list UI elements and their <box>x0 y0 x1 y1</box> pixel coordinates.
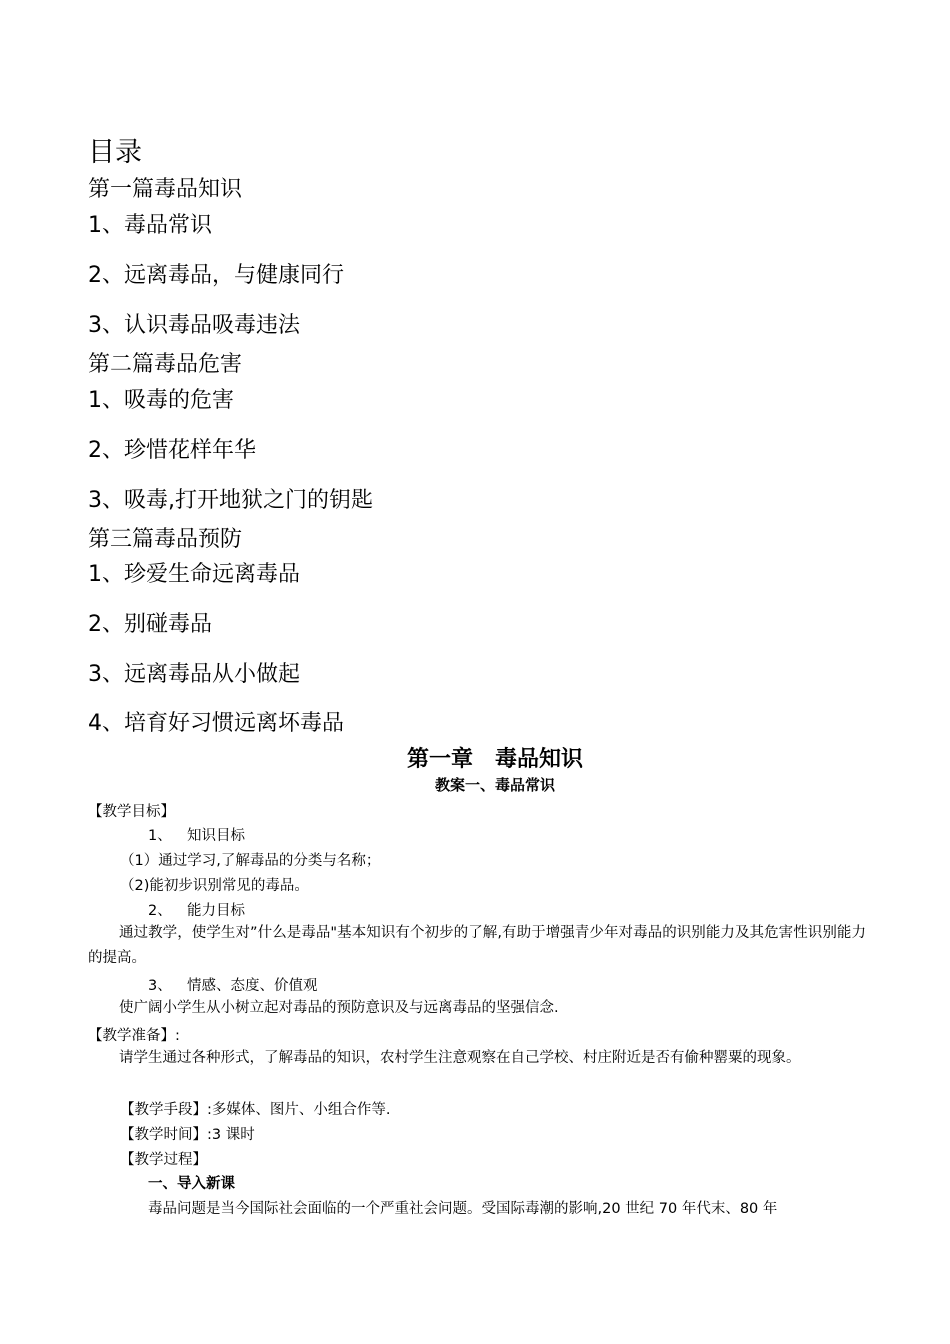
teaching-means: 【教学手段】:多媒体、图片、小组合作等. <box>120 1102 391 1118</box>
teaching-time: 【教学时间】:3 课时 <box>120 1127 255 1143</box>
toc-item: 3、远离毒品从小做起 <box>88 662 300 687</box>
toc-item: 4、培育好习惯远离坏毒品 <box>88 711 344 736</box>
goal-1-sub-2: （2)能初步识别常见的毒品。 <box>120 878 309 894</box>
toc-item: 1、珍爱生命远离毒品 <box>88 562 300 587</box>
goal-1-number: 1、 <box>148 828 172 844</box>
toc-part-1: 第一篇毒品知识 <box>88 177 243 202</box>
chapter-title: 第一章 毒品知识 <box>406 747 583 772</box>
goals-heading: 【教学目标】 <box>88 804 175 820</box>
toc-item: 2、珍惜花样年华 <box>88 438 256 463</box>
goal-3-number: 3、 <box>148 978 172 994</box>
goal-1-sub-1: （1）通过学习,了解毒品的分类与名称； <box>120 853 381 869</box>
goal-3-paragraph: 使广阔小学生从小树立起对毒品的预防意识及与远离毒品的坚强信念. <box>119 1000 559 1016</box>
lesson-title: 教案一、毒品常识 <box>434 776 555 794</box>
teaching-process: 【教学过程】 <box>120 1152 207 1168</box>
goal-2-paragraph: 通过教学，使学生对”什么是毒品"基本知识有个初步的了解,有助于增强青少年对毒品的识别能力及其危害性识别能力的提高。 <box>88 925 866 966</box>
toc-item: 2、远离毒品，与健康同行 <box>88 263 344 288</box>
toc-item: 3、认识毒品吸毒违法 <box>88 313 300 338</box>
toc-part-2: 第二篇毒品危害 <box>88 352 243 377</box>
toc-item: 3、吸毒,打开地狱之门的钥匙 <box>88 488 373 513</box>
goal-1-label: 知识目标 <box>187 828 245 844</box>
toc-title: 目录 <box>88 137 142 168</box>
intro-paragraph: 毒品问题是当今国际社会面临的一个严重社会问题。受国际毒潮的影响,20 世纪 70 年代末、80 年 <box>148 1201 778 1217</box>
goal-3-label: 情感、态度、价值观 <box>187 978 318 994</box>
toc-item: 2、别碰毒品 <box>88 612 212 637</box>
goal-2-number: 2、 <box>148 903 172 919</box>
toc-item: 1、毒品常识 <box>88 213 212 238</box>
toc-item: 1、吸毒的危害 <box>88 388 234 413</box>
intro-heading: 一、导入新课 <box>148 1176 235 1192</box>
prep-heading: 【教学准备】: <box>88 1028 180 1044</box>
goal-2-label: 能力目标 <box>187 903 245 919</box>
toc-part-3: 第三篇毒品预防 <box>88 527 243 552</box>
prep-paragraph: 请学生通过各种形式，了解毒品的知识，农村学生注意观察在自己学校、村庄附近是否有偷种罂粟的现象。 <box>119 1050 801 1066</box>
